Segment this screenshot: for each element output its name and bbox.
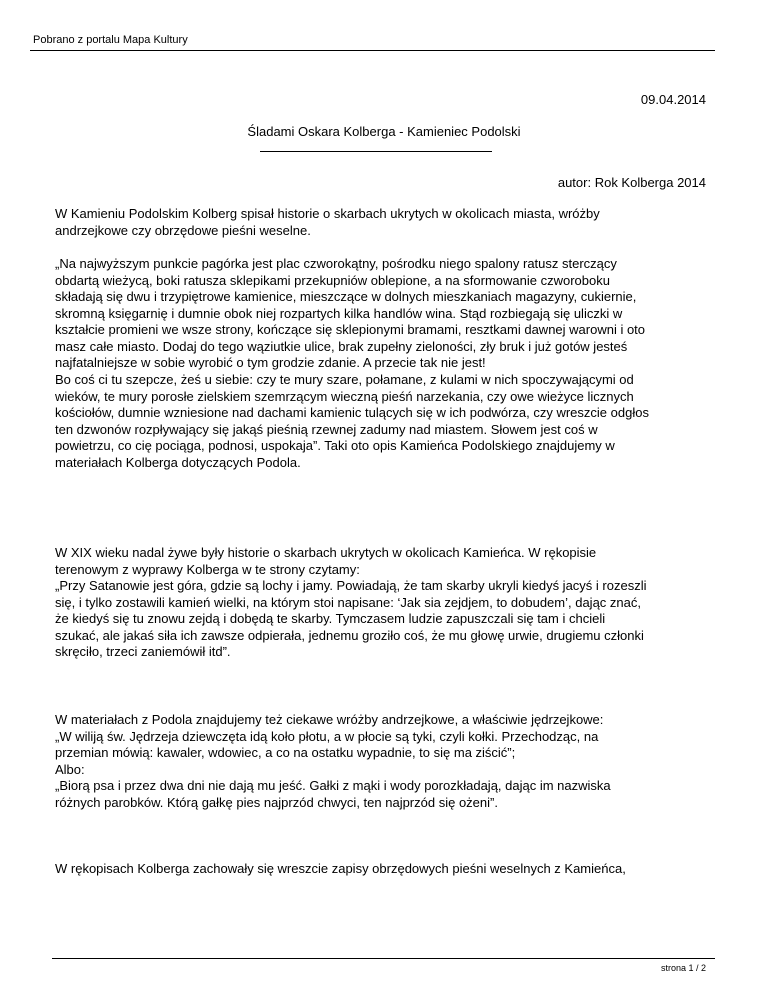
text-line: W Kamieniu Podolskim Kolberg spisał historie o skarbach ukrytych w okolicach miasta, wróżby	[55, 206, 600, 221]
text-line: kościołów, dumnie wzniesione nad dachami kamienic tulących się w ich podwórza, czy wreszcie odgłos	[55, 405, 649, 420]
text-line: W rękopisach Kolberga zachowały się wreszcie zapisy obrzędowych pieśni weselnych z Kamieńca,	[55, 861, 626, 876]
text-line: najfatalniejsze w sobie wyrobić o tym grodzie zdanie. A przecie tak nie jest!	[55, 355, 486, 370]
text-line: kształcie promieni we wsze strony, kończące się sklepionymi bramami, resztkami dawnej warowni i oto	[55, 322, 646, 337]
text-line: że kiedyś się tu znowu zejdą i dobędą te skarby. Tymczasem ludzie zapuszczali się tam i chcieli	[55, 611, 606, 626]
paragraph-intro	[55, 206, 725, 239]
text-line: Albo:	[55, 761, 85, 777]
text-line: „Przy Satanowie jest góra, gdzie są lochy i jamy. Powiadają, że tam skarby ukryli kiedyś jacyś i rozeszli	[55, 578, 647, 593]
article-title: Śladami Oskara Kolberga - Kamieniec Podolski	[247, 124, 521, 139]
text-line: skromną księgarnię i dumnie obok niej rozpartych kilka handlów wina. Stąd rozbiegają się uliczki w	[55, 305, 623, 321]
text-line: andrzejkowe czy obrzędowe pieśni weselne.	[55, 222, 311, 238]
text-line: materiałach Kolberga dotyczących Podola.	[55, 454, 301, 470]
text-line: przemian mówią: kawaler, wdowiec, a co na ostatku wypadnie, to się ma ziścić”;	[55, 745, 516, 760]
text-line: „W wiliją św. Jędrzeja dziewczęta idą koło płotu, a w płocie są tyki, czyli kołki. Przechodząc, na	[55, 728, 599, 744]
site-header: Pobrano z portalu Mapa Kultury	[33, 34, 188, 46]
paragraph-wedding-songs	[55, 861, 725, 878]
text-line: Bo coś ci tu szepcze, żeś u siebie: czy te mury szare, połamane, z kulami w nich spoczywającymi od	[55, 372, 634, 387]
text-line: „Biorą psa i przez dwa dni nie dają mu jeść. Gałki z mąki i wody porozkładają, dając im nazwiska	[55, 778, 611, 793]
text-line: się, i tylko zostawili kamień wielki, na którym stoi napisane: ‘Jak sia zejdjem, to dobudem’, dając znać,	[55, 594, 641, 610]
text-line: masz całe miasto. Dodaj do tego wąziutkie ulice, brak zupełny zieloności, zły bruk i już gotów jesteś	[55, 338, 628, 354]
text-line: obdartą wieżycą, boki ratusza sklepikami przekupniów oblepione, a na sformowanie czworoboku	[55, 272, 610, 288]
text-line: W materiałach z Podola znajdujemy też ciekawe wróżby andrzejkowe, a właściwie jędrzejkowe:	[55, 712, 604, 727]
text-line: wieków, te mury porosłe zielskiem szemrzącym wieczną pieśń narzekania, czy owe wieżyce licznych	[55, 388, 634, 404]
title-underline	[260, 151, 492, 152]
paragraph-quote-walls	[55, 372, 725, 471]
text-line: „Na najwyższym punkcie pagórka jest plac czworokątny, pośrodku niego spalony ratusz sterczący	[55, 256, 617, 271]
text-line: skręciło, trzeci zaniemówił itd”.	[55, 644, 231, 659]
text-line: powietrzu, co cię pociąga, podnosi, uspokaja”. Taki oto opis Kamieńca Podolskiego znajdujemy w	[55, 438, 615, 453]
text-line: terenowym z wyprawy Kolberga w te strony czytamy:	[55, 561, 360, 577]
article-author: autor: Rok Kolberga 2014	[557, 175, 706, 190]
paragraph-quote-city	[55, 256, 725, 372]
header-divider	[30, 50, 715, 51]
text-line: W XIX wieku nadal żywe były historie o skarbach ukrytych w okolicach Kamieńca. W rękopisie	[55, 545, 597, 560]
page-number: strona 1 / 2	[660, 963, 706, 973]
paragraph-divinations	[55, 712, 725, 811]
text-line: różnych parobków. Którą gałkę pies najprzód chwyci, ten najprzód się ożeni”.	[55, 794, 498, 810]
text-line: ten dzwonów rozpływający się jakąś pieśnią rzewnej zadumy nad miastem. Słowem jest coś w	[55, 421, 598, 437]
text-line: składają się dwu i trzypiętrowe kamienice, mieszczące w dolnych mieszkaniach magazyny, cukiernie,	[55, 289, 637, 304]
footer-divider	[52, 958, 715, 959]
text-line: szukać, ale jakaś siła ich zawsze odpierała, jednemu groziło coś, że mu głowę urwie, drugiemu członki	[55, 627, 644, 643]
paragraph-treasures	[55, 545, 725, 661]
article-date: 09.04.2014	[640, 92, 706, 107]
